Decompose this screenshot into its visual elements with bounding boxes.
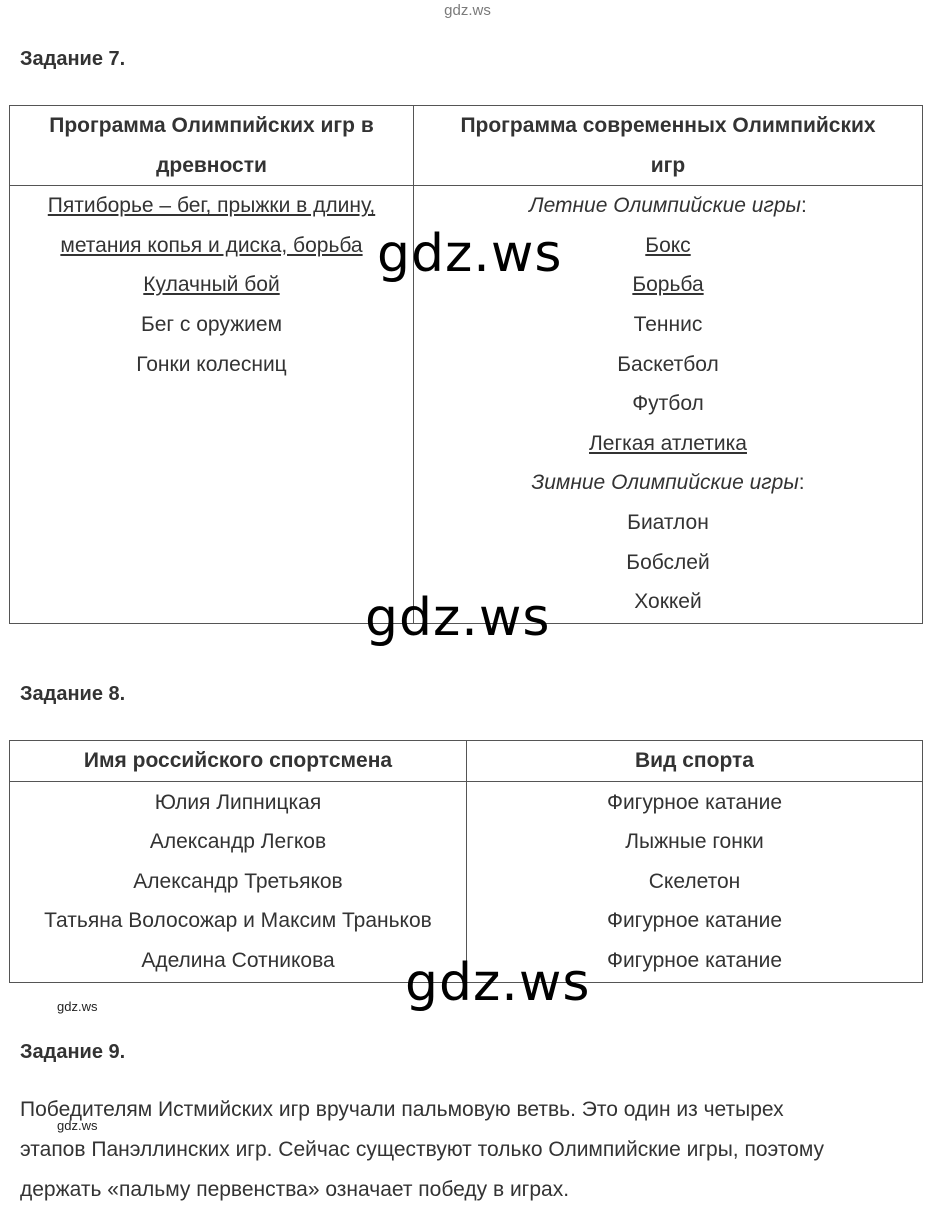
ancient-event: Пятиборье – бег, прыжки в длину, bbox=[47, 194, 376, 218]
ancient-event: Бег с оружием bbox=[140, 312, 283, 336]
watermark-big: gdz.ws bbox=[377, 224, 563, 284]
task8-col1-header-text: Имя российского спортсмена bbox=[83, 749, 393, 772]
task7-table bbox=[9, 105, 923, 624]
athlete-names-cell bbox=[10, 781, 467, 982]
ancient-event: Кулачный бой bbox=[143, 273, 280, 297]
ancient-event: метания копья и диска, борьба bbox=[60, 233, 363, 257]
task7-col2-header bbox=[414, 106, 923, 186]
task7-col1-header bbox=[10, 106, 414, 186]
task8-table bbox=[9, 740, 923, 983]
athlete-sport: Лыжные гонки bbox=[625, 830, 764, 854]
modern-section-label-colon: : bbox=[798, 471, 805, 495]
task8-col2-header bbox=[467, 741, 923, 782]
modern-sport: Бокс bbox=[645, 233, 691, 257]
watermark-big: gdz.ws bbox=[405, 953, 591, 1013]
task7-col1-header-line: Программа Олимпийских игр в bbox=[49, 114, 374, 137]
task8-col2-header-text: Вид спорта bbox=[635, 749, 754, 772]
athlete-name: Аделина Сотникова bbox=[141, 948, 335, 972]
modern-section-label-colon: : bbox=[800, 194, 807, 218]
modern-sport: Борьба bbox=[632, 273, 704, 297]
modern-sport: Теннис bbox=[633, 312, 703, 336]
modern-sport: Хоккей bbox=[634, 590, 702, 614]
task7-heading: Задание 7. bbox=[20, 48, 126, 70]
athlete-sport: Фигурное катание bbox=[606, 909, 783, 933]
modern-sport: Футбол bbox=[632, 392, 704, 416]
athlete-name: Александр Третьяков bbox=[133, 869, 343, 893]
ancient-event: Гонки колесниц bbox=[136, 352, 287, 376]
task7-col1-cell bbox=[10, 186, 414, 624]
task7-col1-header-line: древности bbox=[156, 153, 267, 177]
athlete-sport: Фигурное катание bbox=[606, 790, 783, 814]
modern-sport: Бобслей bbox=[626, 550, 710, 574]
watermark-top: gdz.ws bbox=[444, 2, 491, 19]
task9-heading: Задание 9. bbox=[20, 1041, 126, 1063]
watermark-small: gdz.ws bbox=[57, 999, 98, 1014]
watermark-small: gdz.ws bbox=[57, 1118, 98, 1133]
modern-section-label-text: Зимние Олимпийские игры bbox=[531, 471, 799, 495]
modern-section-label-text: Летние Олимпийские игры bbox=[529, 194, 801, 218]
task9-line: Победителям Истмийских игр вручали пальмовую ветвь. Это один из четырех bbox=[20, 1098, 784, 1121]
sports-cell bbox=[467, 781, 923, 982]
athlete-name: Александр Легков bbox=[149, 830, 327, 854]
task8-heading: Задание 8. bbox=[20, 683, 126, 705]
task8-col1-header bbox=[10, 741, 467, 782]
modern-section-label bbox=[415, 463, 921, 503]
watermark-big: gdz.ws bbox=[365, 588, 551, 648]
task9-line: этапов Панэллинских игр. Сейчас существуют только Олимпийские игры, поэтому bbox=[20, 1138, 824, 1161]
modern-sport: Биатлон bbox=[627, 510, 709, 534]
task7-col2-header-line: Программа современных Олимпийских bbox=[460, 114, 876, 137]
task9-line: держать «пальму первенства» означает победу в играх. bbox=[20, 1178, 570, 1201]
task9-answer bbox=[20, 1090, 920, 1210]
modern-sport: Баскетбол bbox=[617, 352, 719, 376]
athlete-sport: Скелетон bbox=[648, 869, 741, 893]
athlete-name: Татьяна Волосожар и Максим Траньков bbox=[44, 909, 432, 933]
modern-section-label bbox=[415, 186, 921, 226]
athlete-name: Юлия Липницкая bbox=[154, 790, 322, 814]
modern-sport: Легкая атлетика bbox=[589, 431, 747, 455]
athlete-sport: Фигурное катание bbox=[606, 948, 783, 972]
task7-col2-header-line: игр bbox=[650, 153, 686, 177]
